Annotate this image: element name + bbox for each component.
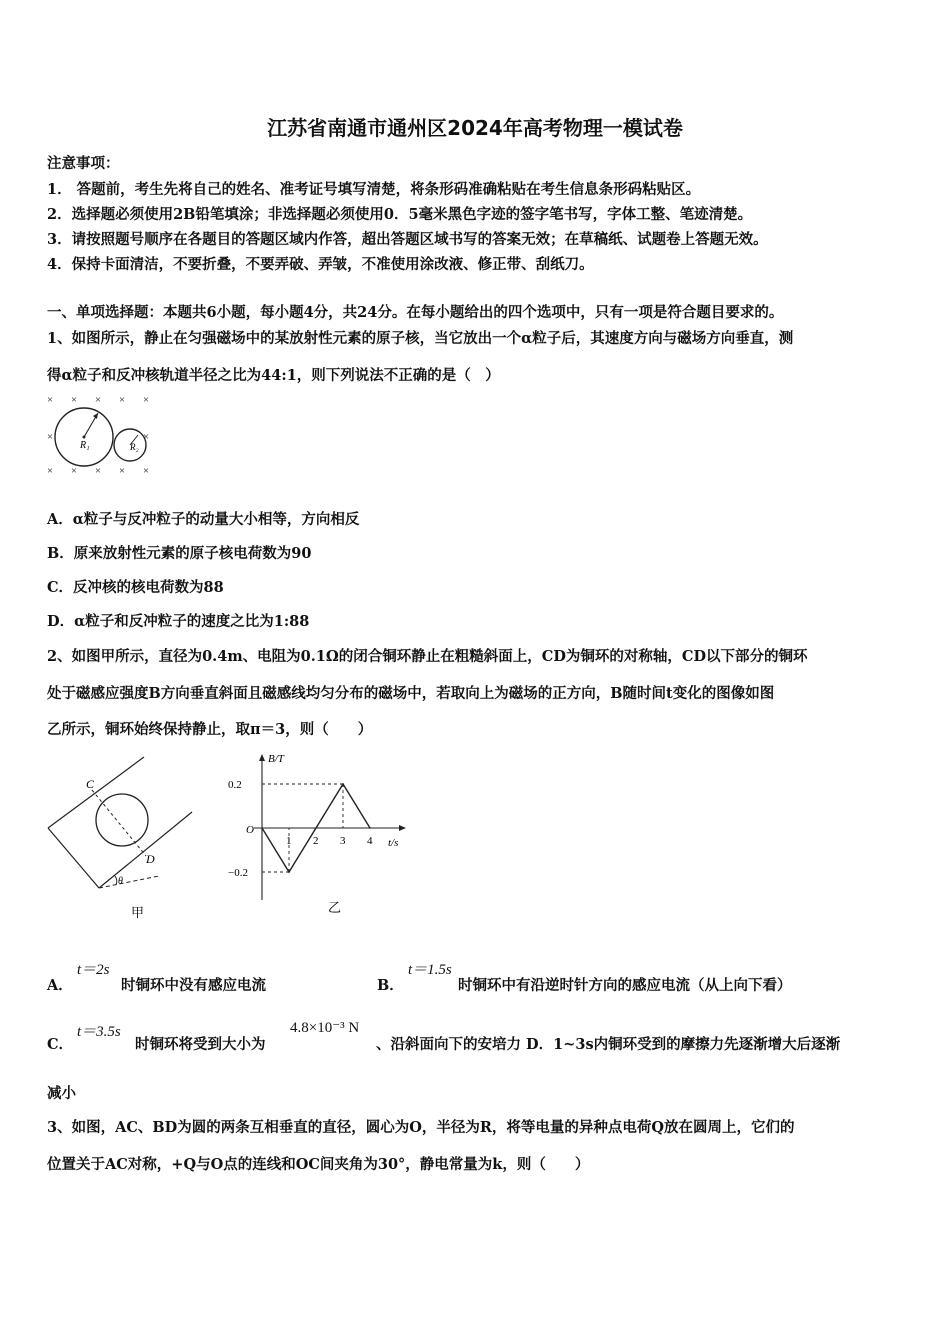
- svg-text:×: ×: [46, 465, 54, 477]
- r1-label: R₁: [80, 440, 90, 451]
- svg-text:×: ×: [118, 465, 126, 477]
- q2-option-c-d-text: 、沿斜面向下的安培力 D．1~3s内铜环受到的摩擦力先逐渐增大后逐渐: [376, 1036, 841, 1053]
- notice-item: 4．保持卡面清洁，不要折叠，不要弄破、弄皱，不准使用涂改液、修正带、刮纸刀。: [47, 256, 594, 273]
- theta-label: θ: [118, 876, 123, 887]
- data-point: [342, 783, 344, 785]
- q2-stem-line: 处于磁感应强度B方向垂直斜面且磁感线均匀分布的磁场中，若取向上为磁场的正方向，B随时间t变化的图像如图: [47, 685, 775, 702]
- notice-heading: 注意事项：: [47, 155, 120, 172]
- q1-stem-line: 得α粒子和反冲核轨道半径之比为44:1，则下列说法不正确的是（ ）: [47, 367, 500, 384]
- svg-text:×: ×: [142, 394, 150, 406]
- q2-option-a-text: 时铜环中没有感应电流: [121, 977, 266, 994]
- svg-text:×: ×: [94, 465, 102, 477]
- svg-text:×: ×: [70, 394, 78, 406]
- q2-option-b-text: 时铜环中有沿逆时针方向的感应电流（从上向下看）: [458, 977, 792, 994]
- svg-text:×: ×: [142, 465, 150, 477]
- origin-label: O: [246, 824, 254, 836]
- notice-item: 3．请按照题号顺序在各题目的答题区域内作答，超出答题区域书写的答案无效；在草稿纸、试题卷上答题无效。: [47, 231, 768, 248]
- q2-option-c-math: t＝3.5s: [77, 1024, 121, 1040]
- data-point: [261, 827, 263, 829]
- q2-stem-line: 2、如图甲所示，直径为0.4m、电阻为0.1Ω的闭合铜环静止在粗糙斜面上，CD为铜环的对称轴，CD以下部分的铜环: [47, 648, 808, 665]
- x-tick-label: 3: [340, 835, 346, 847]
- cross-mark: ×: [46, 394, 54, 406]
- q2-option-c-force: 4.8×10⁻³ N: [290, 1020, 360, 1036]
- svg-text:×: ×: [118, 394, 126, 406]
- r2-label: R₂: [130, 442, 139, 452]
- svg-text:×: ×: [70, 465, 78, 477]
- q2-option-a-label: A．: [47, 977, 73, 994]
- q1-stem-line: 1、如图所示，静止在匀强磁场中的某放射性元素的原子核，当它放出一个α粒子后，其速度方向与磁场方向垂直，测: [47, 330, 794, 347]
- y-tick-label: −0.2: [228, 867, 248, 879]
- q2-figure-incline: [44, 752, 204, 924]
- x-tick-label: 2: [313, 835, 319, 847]
- y-tick-label: 0.2: [228, 779, 242, 791]
- q1-option-b: B．原来放射性元素的原子核电荷数为90: [47, 545, 312, 562]
- svg-text:×: ×: [46, 431, 54, 443]
- q2-option-c-label: C．: [47, 1036, 74, 1053]
- q2-option-b-label: B．: [377, 977, 404, 994]
- x-tick-label: 4: [367, 835, 373, 847]
- q1-option-c: C．反冲核的核电荷数为88: [47, 579, 224, 596]
- bt-chart: [226, 748, 416, 924]
- q2-option-d-cont: 减小: [47, 1085, 76, 1102]
- q2-stem-line: 乙所示，铜环始终保持静止，取π＝3，则（ ）: [47, 721, 373, 738]
- page-title: 江苏省南通市通州区2024年高考物理一模试卷: [267, 116, 683, 140]
- x-axis-label: t/s: [388, 837, 399, 849]
- x-tick-label: 1: [286, 835, 292, 847]
- label-c: C: [86, 777, 95, 791]
- section-heading: 一、单项选择题：本题共6小题，每小题4分，共24分。在每小题给出的四个选项中，只有一项是符合题目要求的。: [47, 304, 784, 321]
- notice-item: 2．选择题必须使用2B铅笔填涂；非选择题必须使用0．5毫米黑色字迹的签字笔书写，字体工整、笔迹清楚。: [47, 206, 753, 223]
- q1-option-a: A．α粒子与反冲粒子的动量大小相等，方向相反: [47, 511, 360, 528]
- q3-stem-line: 位置关于AC对称，+Q与O点的连线和OC间夹角为30°，静电常量为k，则（ ）: [47, 1156, 590, 1173]
- q2-option-c-text: 时铜环将受到大小为: [135, 1036, 266, 1053]
- caption-yi: 乙: [328, 900, 342, 915]
- label-d: D: [146, 852, 155, 866]
- q2-option-b-math: t＝1.5s: [408, 962, 452, 978]
- notice-item: 1． 答题前，考生先将自己的姓名、准考证号填写清楚，将条形码准确粘贴在考生信息条形码粘贴区。: [47, 181, 701, 198]
- q3-stem-line: 3、如图，AC、BD为圆的两条互相垂直的直径，圆心为O，半径为R，将等电量的异种点电荷Q放在圆周上，它们的: [47, 1119, 795, 1136]
- q1-figure: [42, 390, 157, 482]
- q1-option-d: D．α粒子和反冲粒子的速度之比为1:88: [47, 613, 310, 630]
- data-point: [288, 871, 290, 873]
- svg-text:×: ×: [142, 431, 150, 443]
- svg-text:×: ×: [94, 394, 102, 406]
- q2-figure-bt-graph: [226, 748, 416, 924]
- y-axis-label: B/T: [268, 753, 284, 765]
- caption-jia: 甲: [131, 905, 145, 920]
- q2-option-a-math: t＝2s: [77, 962, 110, 978]
- data-point: [369, 827, 371, 829]
